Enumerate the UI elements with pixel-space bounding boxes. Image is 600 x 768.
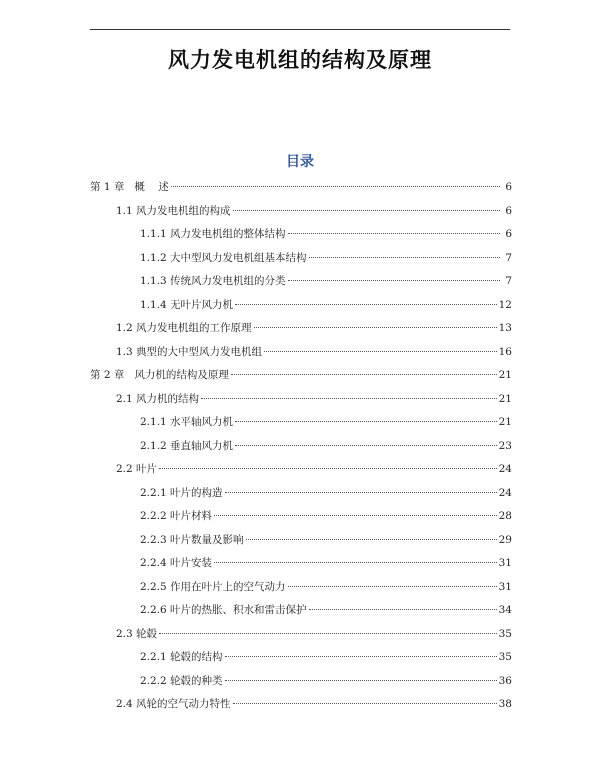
- toc-entry-label: 2.1.2 垂直轴风力机: [140, 439, 234, 452]
- toc-entry-page-number: 7: [505, 251, 512, 264]
- toc-entry-page-number: 7: [505, 275, 512, 287]
- toc-heading: 目录: [286, 154, 314, 170]
- toc-entry-label: 1.3 典型的大中型风力发电机组: [116, 345, 263, 358]
- toc-entry[interactable]: [140, 484, 512, 502]
- toc-entry[interactable]: [140, 648, 512, 666]
- toc-entry-page-number: 12: [498, 298, 512, 311]
- toc-entry-label: 1.2 风力发电机组的工作原理: [116, 322, 252, 334]
- toc-dot-leader: [225, 656, 497, 657]
- toc-dot-leader: [159, 468, 497, 469]
- toc-entry-label: 2.3 轮毂: [116, 627, 158, 640]
- toc-entry[interactable]: [140, 554, 512, 572]
- toc-dot-leader: [231, 374, 497, 375]
- toc-entry-label: 2.1 风力机的结构: [116, 392, 200, 405]
- toc-entry[interactable]: [140, 296, 512, 314]
- toc-entry-page-number: 6: [505, 204, 512, 217]
- toc-entry-page-number: 29: [498, 533, 512, 546]
- toc-entry[interactable]: [116, 625, 512, 643]
- toc-entry-page-number: 34: [498, 604, 512, 616]
- toc-entry-page-number: 21: [498, 416, 512, 428]
- toc-entry-label: 1.1.2 大中型风力发电机组基本结构: [140, 251, 307, 264]
- toc-entry-page-number: 31: [498, 580, 512, 593]
- toc-dot-leader: [235, 445, 497, 446]
- toc-dot-leader: [235, 304, 497, 305]
- toc-entry-page-number: 38: [498, 698, 512, 710]
- document-title: 风力发电机组的结构及原理: [168, 47, 432, 72]
- toc-entry[interactable]: [140, 225, 512, 243]
- toc-entry[interactable]: [90, 366, 512, 384]
- toc-entry-page-number: 36: [498, 674, 512, 687]
- toc-entry-page-number: 6: [505, 228, 512, 240]
- toc-entry[interactable]: [140, 249, 512, 267]
- toc-entry[interactable]: [140, 601, 512, 619]
- toc-entry-label: 2.2.2 叶片材料: [140, 510, 213, 522]
- toc-dot-leader: [214, 562, 497, 563]
- toc-entry[interactable]: [140, 672, 512, 690]
- toc-entry[interactable]: [116, 202, 512, 220]
- toc-entry-page-number: 6: [505, 181, 512, 193]
- toc-entry-label: 1.1.1 风力发电机组的整体结构: [140, 228, 286, 240]
- toc-dot-leader: [214, 515, 497, 516]
- toc-dot-leader: [201, 398, 497, 399]
- toc-dot-leader: [171, 186, 500, 187]
- toc-entry-page-number: 28: [498, 510, 512, 522]
- toc-dot-leader: [288, 233, 500, 234]
- toc-entry-label: 1.1 风力发电机组的构成: [116, 204, 231, 217]
- toc-dot-leader: [233, 210, 500, 211]
- toc-entry-label: 2.2.1 叶片的构造: [140, 486, 223, 499]
- toc-dot-leader: [225, 680, 497, 681]
- toc-entry[interactable]: [140, 437, 512, 455]
- toc-dot-leader: [254, 327, 497, 328]
- toc-entry-page-number: 16: [498, 345, 512, 358]
- toc-dot-leader: [159, 633, 497, 634]
- toc-entry-label: 第 1 章 概 述: [90, 181, 169, 193]
- toc-dot-leader: [309, 609, 497, 610]
- toc-dot-leader: [309, 257, 500, 258]
- toc-entry-page-number: 24: [498, 463, 512, 475]
- toc-entry-label: 第 2 章 风力机的结构及原理: [90, 369, 229, 381]
- toc-entry-label: 2.2.4 叶片安装: [140, 557, 213, 569]
- toc-entry-label: 2.2 叶片: [116, 463, 158, 475]
- toc-entry-label: 2.2.1 轮毂的结构: [140, 651, 223, 663]
- toc-entry-page-number: 23: [498, 439, 512, 452]
- toc-entry-page-number: 21: [498, 369, 512, 381]
- toc-entry[interactable]: [116, 390, 512, 408]
- toc-entry[interactable]: [140, 507, 512, 525]
- toc-dot-leader: [235, 421, 497, 422]
- toc-entry-label: 2.2.5 作用在叶片上的空气动力: [140, 580, 286, 593]
- toc-entry-page-number: 35: [498, 651, 512, 663]
- header-rule: [90, 29, 510, 30]
- toc-entry[interactable]: [140, 531, 512, 549]
- toc-dot-leader: [246, 539, 497, 540]
- toc-entry[interactable]: [116, 695, 512, 713]
- toc-dot-leader: [225, 492, 497, 493]
- toc-entry[interactable]: [140, 413, 512, 431]
- toc-entry-label: 1.1.3 传统风力发电机组的分类: [140, 275, 286, 287]
- toc-entry[interactable]: [116, 343, 512, 361]
- toc-dot-leader: [288, 586, 497, 587]
- toc-entry-page-number: 24: [498, 486, 512, 499]
- toc-entry-label: 2.4 风轮的空气动力特性: [116, 698, 231, 710]
- toc-entry-label: 2.2.3 叶片数量及影响: [140, 533, 244, 546]
- toc-entry-label: 2.2.2 轮毂的种类: [140, 674, 223, 687]
- toc-entry[interactable]: [90, 178, 512, 196]
- toc-entry-page-number: 21: [498, 392, 512, 405]
- toc-entry-page-number: 31: [498, 557, 512, 569]
- toc-entry-page-number: 13: [498, 322, 512, 334]
- toc-entry-label: 1.1.4 无叶片风力机: [140, 298, 234, 311]
- toc-entry-label: 2.2.6 叶片的热胀、积水和雷击保护: [140, 604, 307, 616]
- toc-dot-leader: [264, 351, 497, 352]
- toc-entry[interactable]: [140, 578, 512, 596]
- toc-entry[interactable]: [116, 460, 512, 478]
- toc-dot-leader: [288, 280, 500, 281]
- toc-dot-leader: [233, 703, 497, 704]
- toc-entry-page-number: 35: [498, 627, 512, 640]
- toc-entry[interactable]: [116, 319, 512, 337]
- toc-entry[interactable]: [140, 272, 512, 290]
- toc-entry-label: 2.1.1 水平轴风力机: [140, 416, 234, 428]
